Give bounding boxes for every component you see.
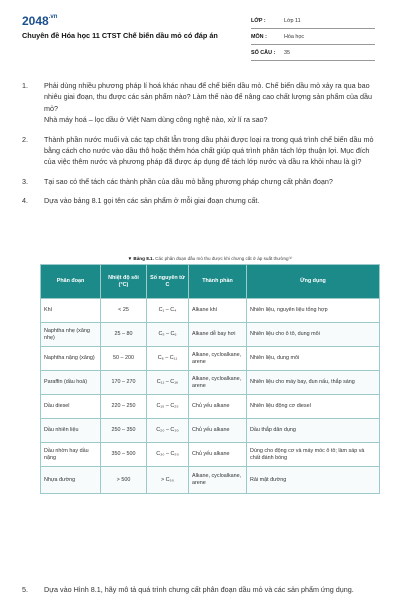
table-cell: Alkane, cycloalkane, arene	[189, 371, 247, 395]
meta-value: Lớp 11	[284, 17, 301, 24]
table-cell: < 25	[101, 299, 147, 323]
question-text	[44, 134, 380, 168]
table-cell: C₁₁ – C₁₆	[147, 371, 189, 395]
table-cell: Rải mặt đường	[247, 467, 380, 494]
table-header-row	[41, 265, 380, 299]
table-cell: > 500	[101, 467, 147, 494]
table-header-cell: Ứng dụng	[247, 265, 380, 299]
meta-row-class	[251, 13, 375, 29]
question-number: 3.	[22, 176, 28, 186]
table-cell: Nhiên liệu cho máy bay, đun nấu, thắp sáng	[247, 371, 380, 395]
table-cell: Nhựa đường	[41, 467, 101, 494]
table-cell: Dầu thắp dân dụng	[247, 419, 380, 443]
table-cell: Dùng cho động cơ và máy móc ô tô; làm sáp và chất đánh bóng	[247, 443, 380, 467]
meta-row-subject	[251, 29, 375, 45]
question-number: 5.	[22, 585, 28, 594]
question-item	[22, 584, 380, 595]
question-item	[22, 80, 380, 126]
table-cell: Chủ yếu alkane	[189, 443, 247, 467]
question-text	[44, 176, 333, 187]
table-cell: 350 – 500	[101, 443, 147, 467]
meta-label: MÔN :	[251, 33, 267, 40]
meta-label: LỚP :	[251, 17, 266, 24]
table-cell: 50 – 200	[101, 347, 147, 371]
table-cell: C₃₀ – C₅₀	[147, 443, 189, 467]
question-line: Phải dùng nhiều phương pháp lí hoá khác nhau để chế biến dầu mỏ. Chế biến dầu mỏ xảy ra qua bao nhiêu giai đoạn, thu được các sản phẩm nào? Làm thế nào để nâng cao chất lượng sản phẩm của dầu mỏ?	[44, 81, 372, 113]
table-cell: C₅ – C₆	[147, 323, 189, 347]
table-row	[41, 395, 380, 419]
table-row	[41, 443, 380, 467]
table-cell: 220 – 250	[101, 395, 147, 419]
question-item	[22, 134, 380, 168]
meta-value: 35	[284, 49, 290, 56]
question-text	[44, 195, 259, 206]
table-cell: Nhiên liệu, nguyên liệu tổng hợp	[247, 299, 380, 323]
table-cell: Alkane khí	[189, 299, 247, 323]
logo-text: 2048	[22, 14, 49, 28]
table-cell: Naphtha nhẹ (xăng nhẹ)	[41, 323, 101, 347]
table-cell: 170 – 270	[101, 371, 147, 395]
table-cell: C₁₅ – C₂₅	[147, 395, 189, 419]
question-line: Tại sao có thể tách các thành phần của dầu mỏ bằng phương pháp chưng cất phân đoạn?	[44, 176, 333, 186]
table-row	[41, 467, 380, 494]
caption-text: Các phân đoạn dầu mỏ thu được khi chưng cất ở áp suất thường⁽¹⁾	[155, 256, 293, 261]
site-logo[interactable]	[22, 14, 57, 28]
meta-value: Hóa học	[284, 33, 305, 40]
caption-label: ▼ Bảng 8.1.	[127, 256, 154, 261]
table-figure	[40, 254, 380, 494]
table-cell: C₂₀ – C₃₀	[147, 419, 189, 443]
data-table	[40, 264, 380, 494]
table-cell: Dầu nhiên liệu	[41, 419, 101, 443]
table-cell: Paraffin (dầu hoả)	[41, 371, 101, 395]
table-cell: Alkane dễ bay hơi	[189, 323, 247, 347]
meta-row-count	[251, 45, 375, 61]
table-cell: Dầu nhờn hay dầu nặng	[41, 443, 101, 467]
table-row	[41, 299, 380, 323]
table-header-cell: Phân đoạn	[41, 265, 101, 299]
table-header-cell: Số nguyên tử C	[147, 265, 189, 299]
table-header-cell: Thành phần	[189, 265, 247, 299]
question-number: 4.	[22, 196, 28, 206]
question-text: Dựa vào Hình 8.1, hãy mô tả quá trình chưng cất phân đoạn dầu mỏ và các sản phẩm ứng dụng.	[44, 585, 354, 594]
table-cell: Alkane, cycloalkane, arene	[189, 347, 247, 371]
table-header-cell: Nhiệt độ sôi (°C)	[101, 265, 147, 299]
table-cell: Chủ yếu alkane	[189, 395, 247, 419]
question-item	[22, 195, 380, 206]
question-item	[22, 176, 380, 187]
table-cell: Naphtha nặng (xăng)	[41, 347, 101, 371]
meta-box	[251, 13, 375, 61]
question-text	[44, 80, 380, 126]
logo-suffix: .vn	[48, 14, 58, 20]
document-title: Chuyên đề Hóa học 11 CTST Chế biến dầu mỏ có đáp án	[22, 31, 218, 40]
table-caption	[40, 254, 380, 264]
table-cell: 250 – 350	[101, 419, 147, 443]
question-list	[22, 80, 380, 215]
table-cell: Nhiên liệu, dung môi	[247, 347, 380, 371]
meta-label: SỐ CÂU :	[251, 49, 276, 56]
table-row	[41, 347, 380, 371]
table-cell: Nhiên liệu cho ô tô, dung môi	[247, 323, 380, 347]
table-cell: 25 – 80	[101, 323, 147, 347]
table-cell: Chủ yếu alkane	[189, 419, 247, 443]
question-line: Nhà máy hoá – lọc dầu ở Việt Nam dùng công nghệ nào, xử lí ra sao?	[44, 115, 268, 125]
document-header	[0, 0, 400, 68]
question-line: Dựa vào bảng 8.1 gọi tên các sản phẩm ở mỗi giai đoạn chưng cất.	[44, 196, 260, 206]
table-row	[41, 323, 380, 347]
footer-question	[22, 584, 380, 603]
table-row	[41, 371, 380, 395]
table-body	[41, 299, 380, 494]
table-cell: > C₅₀	[147, 467, 189, 494]
table-cell: C₆ – C₁₁	[147, 347, 189, 371]
question-number: 1.	[22, 81, 28, 90]
question-line: Thành phần nước muối và các tạp chất lẫn trong dầu phải được loại ra trong quá trình chế biến dầu mỏ bằng cách cho nước vào dầu thô hoặc thêm hóa chất giúp quá trình phân tách lớp thuận lợi. Mục đích của việc thêm nước và phương pháp đã được áp dụng để tách lớp nước và dầu ra khỏi nhau là gì?	[44, 134, 374, 167]
table-cell: Dầu diesel	[41, 395, 101, 419]
table-cell: Alkane, cycloalkane, arene	[189, 467, 247, 494]
table-cell: Nhiên liệu động cơ diesel	[247, 395, 380, 419]
table-cell: Khí	[41, 299, 101, 323]
table-cell: C₁ – C₄	[147, 299, 189, 323]
question-number: 2.	[22, 134, 28, 144]
table-row	[41, 419, 380, 443]
